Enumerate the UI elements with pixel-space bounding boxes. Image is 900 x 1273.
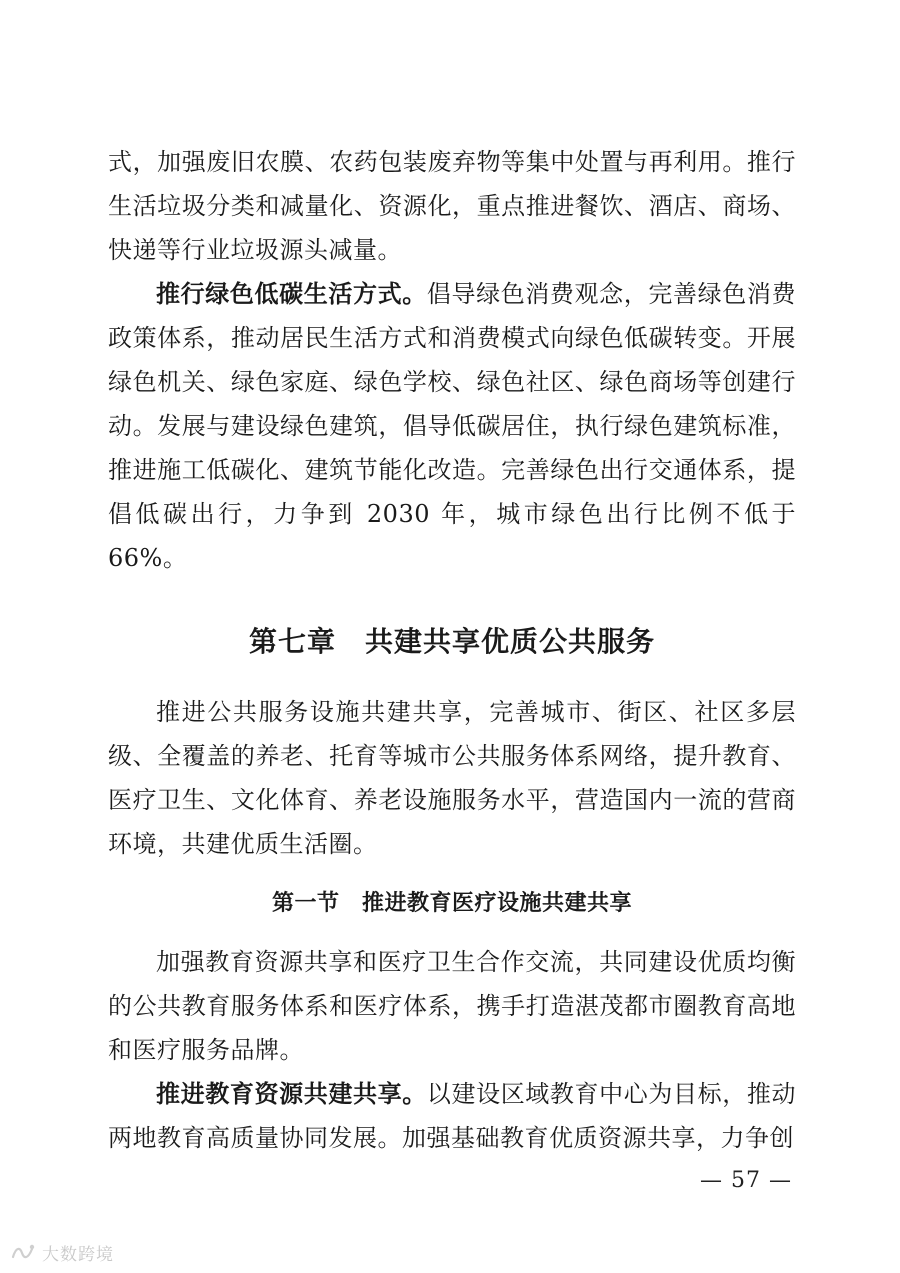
paragraph-lead: 推行绿色低碳生活方式。 bbox=[156, 280, 427, 308]
chapter-intro-paragraph: 推进公共服务设施共建共享，完善城市、街区、社区多层级、全覆盖的养老、托育等城市公共服务体系网络，提升教育、医疗卫生、文化体育、养老设施服务水平，营造国内一流的营商环境，共建优质生活圈。 bbox=[108, 698, 796, 858]
paragraph-text: 倡导绿色消费观念，完善绿色消费政策体系，推动居民生活方式和消费模式向绿色低碳转变。开展绿色机关、绿色家庭、绿色学校、绿色社区、绿色商场等创建行动。发展与建设绿色建筑，倡导低碳居住，执行绿色建筑标准，推进施工低碳化、建筑节能化改造。完善绿色出行交通体系，提倡低碳出行，力争到 2030 年，城市绿色出行比例不低于 66%。 bbox=[108, 280, 797, 572]
paragraph-continuation bbox=[108, 140, 796, 272]
document-body bbox=[108, 140, 796, 1160]
wave-logo-icon bbox=[10, 1241, 36, 1263]
section-title: 第一节 推进教育医疗设施共建共享 bbox=[271, 891, 632, 916]
paragraph-green-lifestyle bbox=[108, 272, 796, 580]
paragraph-education-sharing bbox=[108, 1072, 796, 1160]
watermark bbox=[10, 1238, 114, 1266]
page-number: — 57 — bbox=[700, 1168, 792, 1193]
watermark-text: 大数跨境 bbox=[42, 1244, 114, 1265]
paragraph-text: 以建设区域教育中心为目标，推动两地教育高质量协同发展。加强基础教育优质资源共享，力争创 bbox=[108, 1080, 797, 1152]
section-intro-paragraph: 加强教育资源共享和医疗卫生合作交流，共同建设优质均衡的公共教育服务体系和医疗体系，携手打造湛茂都市圈教育高地和医疗服务品牌。 bbox=[108, 948, 796, 1064]
chapter-title: 第七章 共建共享优质公共服务 bbox=[248, 625, 655, 658]
paragraph-lead: 推进教育资源共建共享。 bbox=[156, 1080, 427, 1108]
paragraph-text: 式，加强废旧农膜、农药包装废弃物等集中处置与再利用。推行生活垃圾分类和减量化、资源化，重点推进餐饮、酒店、商场、快递等行业垃圾源头减量。 bbox=[108, 148, 796, 264]
